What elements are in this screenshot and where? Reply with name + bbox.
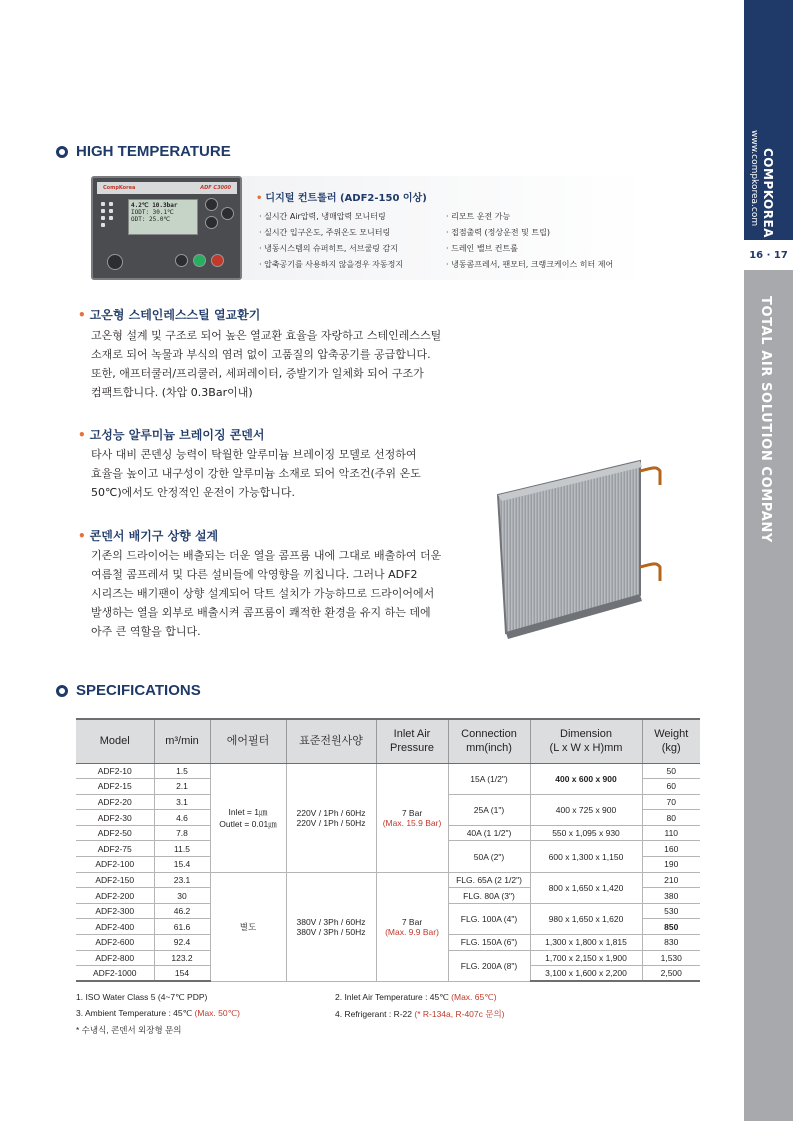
weight-cell: 160 <box>642 841 700 857</box>
model-cell: ADF2-15 <box>76 779 154 795</box>
feature-item: · 압축공기를 사용하지 않을경우 자동정지 <box>259 260 404 269</box>
weight-cell: 60 <box>642 779 700 795</box>
connection-cell: FLG. 200A (8") <box>448 950 530 981</box>
screen-line: ODT: 25.0℃ <box>131 216 171 223</box>
led-icon <box>101 216 105 220</box>
up-button-icon <box>205 198 218 211</box>
feature-item: · 실시간 입구온도, 주위온도 모니터링 <box>259 228 391 237</box>
model-cell: ADF2-20 <box>76 794 154 810</box>
side-brand: COMPKOREA <box>761 148 775 238</box>
weight-cell: 190 <box>642 857 700 873</box>
table-row <box>76 872 700 888</box>
footnote: 4. Refrigerant : R-22 (* R-134a, R-407c 문의) <box>335 1009 505 1019</box>
start-button-icon <box>193 254 206 267</box>
weight-cell: 830 <box>642 935 700 951</box>
controller-logo: CompKorea <box>103 185 136 191</box>
connection-cell: 25A (1") <box>448 794 530 825</box>
model-cell: ADF2-50 <box>76 825 154 841</box>
connection-cell: FLG. 65A (2 1/2") <box>448 872 530 888</box>
model-cell: ADF2-150 <box>76 872 154 888</box>
feature-item: · 드레인 밸브 컨트롤 <box>446 244 518 253</box>
weight-cell: 850 <box>642 919 700 935</box>
down-button-icon <box>205 216 218 229</box>
digital-controller-image <box>91 176 242 280</box>
circle-bullet-icon <box>56 685 68 697</box>
side-url: www.compkorea.com <box>749 130 759 227</box>
model-cell: ADF2-300 <box>76 903 154 919</box>
controller-feature-box <box>242 176 646 280</box>
screen-line: 4.2℃ 10.3bar <box>131 202 178 209</box>
weight-cell: 70 <box>642 794 700 810</box>
feature-item: · 냉동시스템의 슈퍼히트, 서브쿨링 감지 <box>259 244 398 253</box>
col-header-weight: Weight (kg) <box>642 719 700 763</box>
col-header-connection: Connection mm(inch) <box>448 719 530 763</box>
led-icon <box>109 209 113 213</box>
footnote: * 수냉식, 콘덴서 외장형 문의 <box>76 1025 182 1035</box>
weight-cell: 80 <box>642 810 700 826</box>
flow-cell: 92.4 <box>154 935 210 951</box>
weight-cell: 1,530 <box>642 950 700 966</box>
weight-cell: 110 <box>642 825 700 841</box>
connection-cell: 15A (1/2") <box>448 763 530 794</box>
flow-cell: 123.2 <box>154 950 210 966</box>
condenser-image <box>490 455 670 645</box>
weight-cell: 380 <box>642 888 700 904</box>
col-header-inlet-pressure: Inlet Air Pressure <box>376 719 448 763</box>
filter-cell: Inlet = 1㎛ Outlet = 0.01㎛ <box>210 763 286 872</box>
feature-item: · 리모트 운전 가능 <box>446 212 511 221</box>
dimension-cell: 550 x 1,095 x 930 <box>530 825 642 841</box>
feature-item: · 접점출력 (정상운전 및 트립) <box>446 228 550 237</box>
model-cell: ADF2-800 <box>76 950 154 966</box>
footnote: 1. ISO Water Class 5 (4~7℃ PDP) <box>76 992 208 1002</box>
weight-cell: 50 <box>642 763 700 779</box>
flow-cell: 2.1 <box>154 779 210 795</box>
filter-cell: 별도 <box>210 872 286 981</box>
connection-cell: FLG. 80A (3") <box>448 888 530 904</box>
footnote: 2. Inlet Air Temperature : 45℃ (Max. 65℃) <box>335 992 497 1002</box>
dimension-cell: 400 x 600 x 900 <box>530 763 642 794</box>
dimension-cell: 400 x 725 x 900 <box>530 794 642 825</box>
col-header-filter: 에어필터 <box>210 719 286 763</box>
weight-cell: 530 <box>642 903 700 919</box>
high-temperature-heading <box>56 143 231 160</box>
connection-cell: FLG. 150A (6") <box>448 935 530 951</box>
side-band <box>744 0 793 1121</box>
flow-cell: 15.4 <box>154 857 210 873</box>
section-heading: • 콘덴서 배기구 상향 설계 <box>78 529 219 543</box>
weight-cell: 2,500 <box>642 966 700 982</box>
model-cell: ADF2-1000 <box>76 966 154 982</box>
connection-cell: 50A (2") <box>448 841 530 872</box>
section-heading: • 고성능 알루미늄 브레이징 콘덴서 <box>78 428 265 442</box>
flow-cell: 154 <box>154 966 210 982</box>
led-icon <box>101 209 105 213</box>
dimension-cell: 800 x 1,650 x 1,420 <box>530 872 642 903</box>
flow-cell: 46.2 <box>154 903 210 919</box>
section-heading: • 고온형 스테인레스스틸 열교환기 <box>78 308 261 322</box>
dimension-cell: 1,300 x 1,800 x 1,815 <box>530 935 642 951</box>
flow-cell: 4.6 <box>154 810 210 826</box>
led-icon <box>101 202 105 206</box>
power-cell: 220V / 1Ph / 60Hz 220V / 1Ph / 50Hz <box>286 763 376 872</box>
led-icon <box>109 202 113 206</box>
flow-cell: 7.8 <box>154 825 210 841</box>
model-cell: ADF2-75 <box>76 841 154 857</box>
feature-title: • 디지털 컨트롤러 (ADF2-150 이상) <box>256 193 427 204</box>
connection-cell: 40A (1 1/2") <box>448 825 530 841</box>
weight-cell: 210 <box>642 872 700 888</box>
model-cell: ADF2-400 <box>76 919 154 935</box>
specifications-table <box>76 718 700 982</box>
section-paragraph: 고온형 설계 및 구조로 되어 높은 열교환 효율을 자랑하고 스테인레스스틸 소재로 되어 녹물과 부식의 염려 없이 고품질의 압축공기를 공급합니다. 또한, 애프터쿨러/프리쿨러, 세퍼레이터, 증발기가 일체화 되어 구조가 컴팩트합니다. (차압 0.3Bar이내) <box>91 329 442 399</box>
model-cell: ADF2-600 <box>76 935 154 951</box>
side-brand-block <box>744 0 793 240</box>
dimension-cell: 980 x 1,650 x 1,620 <box>530 903 642 934</box>
controller-screen <box>128 199 198 235</box>
model-cell: ADF2-30 <box>76 810 154 826</box>
power-button-icon <box>107 254 123 270</box>
feature-item: · 실시간 Air압력, 냉매압력 모니터링 <box>259 212 386 221</box>
power-cell: 380V / 3Ph / 60Hz 380V / 3Ph / 50Hz <box>286 872 376 981</box>
mode-button-icon <box>175 254 188 267</box>
side-slogan: TOTAL AIR SOLUTION COMPANY <box>758 296 773 543</box>
pressure-cell: 7 Bar (Max. 9.9 Bar) <box>376 872 448 981</box>
flow-cell: 3.1 <box>154 794 210 810</box>
flow-cell: 30 <box>154 888 210 904</box>
right-button-icon <box>221 207 234 220</box>
stop-button-icon <box>211 254 224 267</box>
high-temperature-title: HIGH TEMPERATURE <box>76 143 231 160</box>
dimension-cell: 3,100 x 1,600 x 2,200 <box>530 966 642 982</box>
footnote: 3. Ambient Temperature : 45℃ (Max. 50℃) <box>76 1008 240 1018</box>
circle-bullet-icon <box>56 146 68 158</box>
table-header-row <box>76 719 700 763</box>
screen-line: IODT: 30.1℃ <box>131 209 174 216</box>
page-number: 16 · 17 <box>744 240 793 270</box>
flow-cell: 1.5 <box>154 763 210 779</box>
section-paragraph: 타사 대비 콘덴싱 능력이 탁월한 알루미늄 브레이징 모델로 선정하여 효율을 높이고 내구성이 강한 알루미늄 소재로 되어 악조건(주위 온도 50℃)에서도 안정적인 운전이 가능합니다. <box>91 448 421 499</box>
flow-cell: 23.1 <box>154 872 210 888</box>
col-header-flow: m³/min <box>154 719 210 763</box>
controller-topbar <box>97 182 237 194</box>
col-header-dimension: Dimension (L x W x H)mm <box>530 719 642 763</box>
dimension-cell: 600 x 1,300 x 1,150 <box>530 841 642 872</box>
col-header-model: Model <box>76 719 154 763</box>
model-cell: ADF2-200 <box>76 888 154 904</box>
controller-model: ADF C3000 <box>200 185 231 191</box>
model-cell: ADF2-10 <box>76 763 154 779</box>
specifications-title: SPECIFICATIONS <box>76 682 201 699</box>
dimension-cell: 1,700 x 2,150 x 1,900 <box>530 950 642 966</box>
flow-cell: 61.6 <box>154 919 210 935</box>
led-icon <box>101 223 105 227</box>
flow-cell: 11.5 <box>154 841 210 857</box>
col-header-power: 표준전원사양 <box>286 719 376 763</box>
led-icon <box>109 216 113 220</box>
pressure-cell: 7 Bar (Max. 15.9 Bar) <box>376 763 448 872</box>
section-paragraph: 기존의 드라이어는 배출되는 더운 열을 콤프룸 내에 그대로 배출하여 더운 여름철 콤프레셔 및 다른 설비들에 악영향을 끼칩니다. 그러나 ADF2 시리즈는 배기팬이 상향 설계되어 닥트 설치가 가능하므로 드라이어에서 발생하는 열을 외부로 배출시켜 콤프룸이 쾌적한 환경을 유지 하는 데에 아주 큰 역할을 합니다. <box>91 549 442 638</box>
connection-cell: FLG. 100A (4") <box>448 903 530 934</box>
specifications-heading <box>56 682 201 699</box>
feature-item: · 냉동콤프레서, 팬모터, 크랭크케이스 히터 제어 <box>446 260 614 269</box>
table-row <box>76 763 700 779</box>
model-cell: ADF2-100 <box>76 857 154 873</box>
